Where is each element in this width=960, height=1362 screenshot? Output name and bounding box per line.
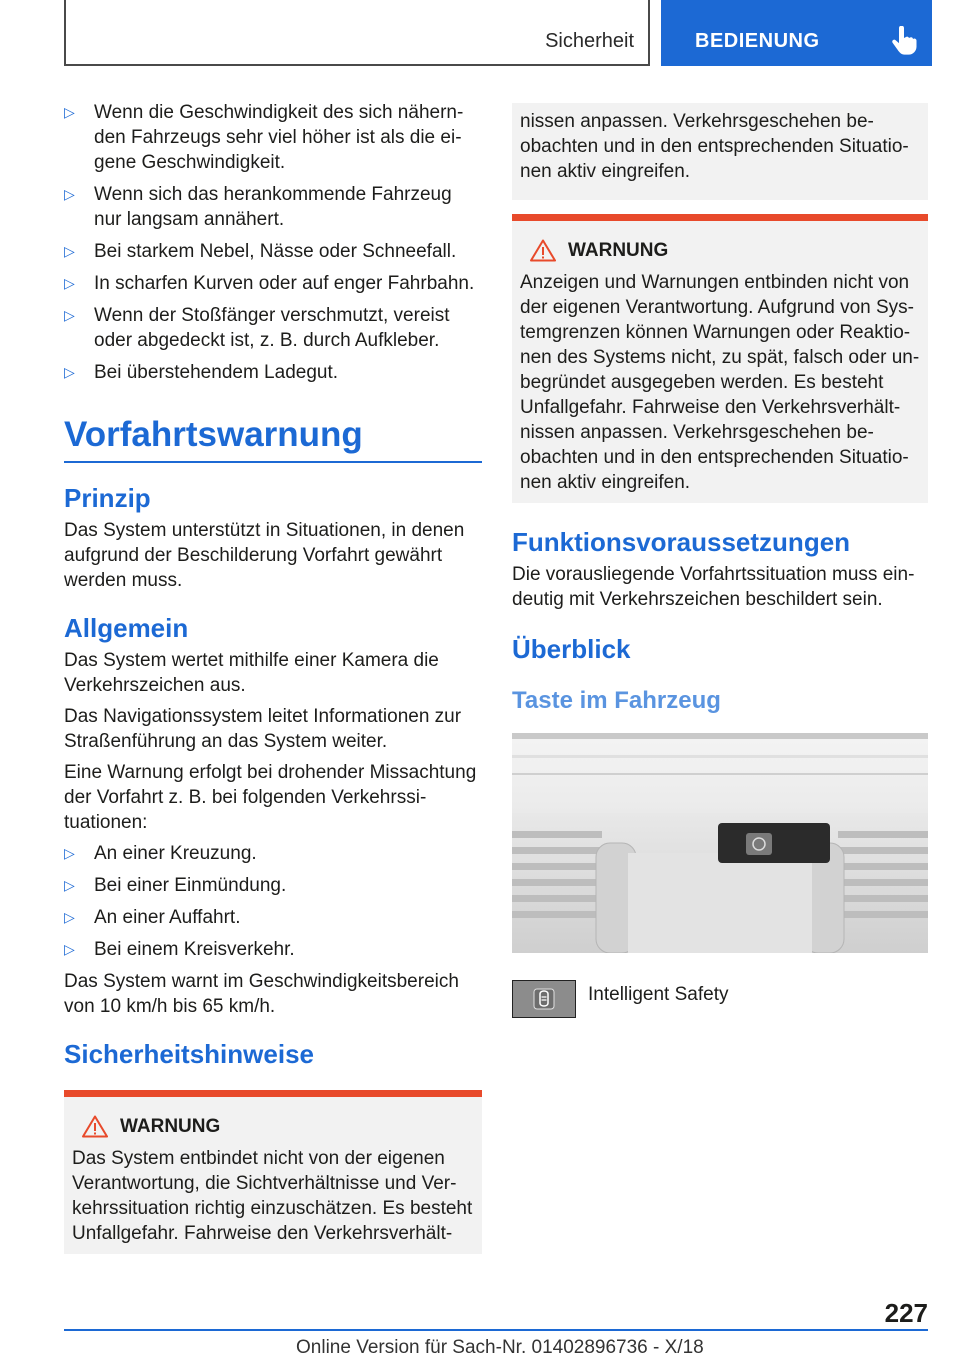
triangle-bullet-icon: ▷: [64, 307, 75, 323]
list-item: ▷ In scharfen Kurven oder auf enger Fahrbahn.: [64, 273, 475, 294]
section-title: Vorfahrtswarnung: [64, 415, 482, 463]
triangle-bullet-icon: ▷: [64, 941, 75, 957]
warning-continued-text: nissen anpassen. Verkehrsgeschehen beobachten und in den entsprechenden Situationen aktiv eingreifen.: [520, 111, 909, 182]
footer-divider: [64, 1329, 928, 1331]
right-column: [512, 103, 928, 1018]
button-legend: [512, 980, 928, 1018]
principle-heading: Prinzip: [64, 483, 151, 513]
safety-heading: Sicherheitshinweise: [64, 1039, 314, 1069]
list-item: ▷ Wenn sich das herankommende Fahrzeug nur langsam annähert.: [64, 184, 452, 230]
triangle-bullet-icon: ▷: [64, 186, 75, 202]
principle-text: Das System unterstützt in Situationen, in denen aufgrund der Beschilderung Vorfahrt gewährt werden muss.: [64, 520, 465, 591]
general-paragraph: Das Navigationssystem leitet Informationen zur Straßenführung an das System weiter.: [64, 706, 462, 752]
left-column: [64, 100, 482, 1254]
triangle-bullet-icon: ▷: [64, 364, 75, 380]
chapter-tab: [661, 0, 932, 66]
warning-title: [520, 239, 920, 262]
warning-triangle-icon: [82, 1115, 108, 1138]
hand-pointer-icon: [891, 26, 917, 56]
warning-triangle-icon: [530, 239, 556, 262]
warning-box: [512, 214, 928, 503]
warning-label: WARNUNG: [120, 1115, 221, 1137]
button-label: Intelligent Safety: [588, 984, 729, 1005]
triangle-bullet-icon: ▷: [64, 845, 75, 861]
triangle-bullet-icon: ▷: [64, 275, 75, 291]
intelligent-safety-button-icon: [512, 980, 576, 1018]
chapter-label: BEDIENUNG: [695, 30, 820, 52]
overview-heading: Überblick: [512, 634, 631, 664]
triangle-bullet-icon: ▷: [64, 909, 75, 925]
warning-box: [64, 1090, 482, 1254]
bullet-list-situations: [64, 841, 482, 962]
func-text: Die vorausliegende Vorfahrtssituation muss eindeutig mit Verkehrszeichen beschildert sein.: [512, 564, 915, 610]
triangle-bullet-icon: ▷: [64, 877, 75, 893]
page-header: [64, 0, 932, 66]
warning-title: [72, 1115, 474, 1138]
warning-text: Das System entbindet nicht von der eigenen Verantwortung, die Sichtverhältnisse und Verkehrssituation richtig einzuschätzen. Es besteht Unfallgefahr. Fahrweise den Verkehrsverhält-: [72, 1148, 473, 1244]
page-number: 227: [884, 1298, 928, 1328]
general-paragraph: Eine Warnung erfolgt bei drohender Missachtung der Vorfahrt z. B. bei folgenden Verkehrssituationen:: [64, 762, 477, 833]
triangle-bullet-icon: ▷: [64, 243, 75, 259]
list-item: ▷ Bei überstehendem Ladegut.: [64, 362, 339, 383]
section-label: Sicherheit: [545, 30, 634, 52]
warning-label: WARNUNG: [568, 239, 669, 261]
list-item: ▷ An einer Kreuzung.: [64, 843, 257, 864]
bullet-list-limits: [64, 100, 482, 385]
list-item: ▷ Wenn die Geschwindigkeit des sich nähernden Fahrzeugs sehr viel höher ist als die eigene Geschwindigkeit.: [64, 102, 464, 173]
list-item: ▷ Wenn der Stoßfänger verschmutzt, vereist oder abgedeckt ist, z. B. durch Aufkleber.: [64, 305, 450, 351]
warning-text: Anzeigen und Warnungen entbinden nicht von der eigenen Verantwortung. Aufgrund von Systemgrenzen können Warnungen oder Reaktionen des Systems nicht, zu spät, falsch oder unbegründet ausgegeben werden. Es besteht Unfallgefahr. Fahrweise den Verkehrsverhältnissen anpassen. Verkehrsgeschehen beobachten und in den entsprechenden Situationen aktiv eingreifen.: [520, 272, 920, 493]
list-item: ▷ Bei einer Einmündung.: [64, 875, 287, 896]
list-item: ▷ Bei einem Kreisverkehr.: [64, 939, 295, 960]
list-item: ▷ Bei starkem Nebel, Nässe oder Schneefall.: [64, 241, 457, 262]
func-heading: Funktionsvoraussetzungen: [512, 527, 851, 557]
section-tab: [64, 0, 650, 66]
general-paragraph: Das System wertet mithilfe einer Kamera die Verkehrszeichen aus.: [64, 650, 439, 696]
vehicle-button-photo: [512, 733, 928, 953]
footer-online-version: Online Version für Sach-Nr. 01402896736 - X/18: [296, 1337, 704, 1358]
list-item: ▷ An einer Auffahrt.: [64, 907, 241, 928]
speed-range-text: Das System warnt im Geschwindigkeitsbereich von 10 km/h bis 65 km/h.: [64, 971, 459, 1017]
triangle-bullet-icon: ▷: [64, 104, 75, 120]
warning-continued-box: [512, 103, 928, 200]
button-heading: Taste im Fahrzeug: [512, 687, 721, 714]
general-heading: Allgemein: [64, 613, 189, 643]
